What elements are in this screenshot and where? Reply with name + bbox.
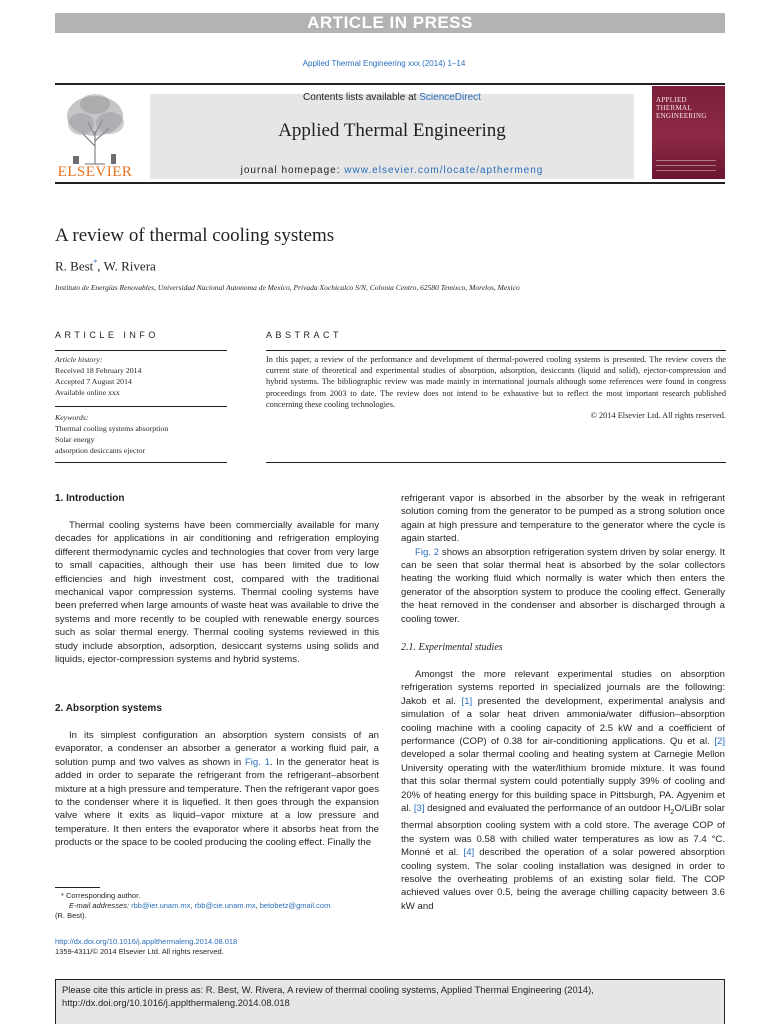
absorption-text-b: . In the generator heat is added in order to separate the refrigerant from the refrigerant–absorbent mixture at a high pressure and temperature. Then the refrigerant vapor goes to the condenser where it is liquefied. It then goes through the expansion valve where it exits as liquid–vapor mixture at a low pressure and temperature. It then enters the evaporator where it absorbs heat from the products or the space to be cooled producing the cooling effect. Finally the xyxy=(55,756,380,849)
corresponding-author-mark[interactable]: * xyxy=(93,258,98,267)
issn-copyright: 1359-4311/© 2014 Elsevier Ltd. All rights reserved. xyxy=(55,947,224,956)
subscript-2: 2 xyxy=(670,808,675,816)
experimental-paragraph xyxy=(401,668,725,913)
accepted-date: Accepted 7 August 2014 xyxy=(55,377,132,386)
experimental-text-1: Amongst the more relevant experimental studies on absorption refrigeration systems reported in specialized journals are the following: Jakob et al. xyxy=(401,669,725,707)
absorption-paragraph xyxy=(55,729,379,850)
email-link-3[interactable]: betobetz@gmail.com xyxy=(259,901,331,910)
cover-decoration xyxy=(656,160,716,161)
figure-2-paragraph: shows an absorption refrigeration system driven by solar energy. It can be seen that solar thermal heat is absorbed by the solar collectors heating the working fluid which normally is water which then enters the generator of the absorption system to produce the cooling effect. Generally the heat removed in the condenser and absorber is discharged through a cooling tower. xyxy=(401,546,725,625)
experimental-text-4: designed and evaluated the performance of an outdoor H xyxy=(424,803,671,815)
abstract-bottom-rule xyxy=(266,462,726,463)
online-date: Available online xxx xyxy=(55,388,120,397)
author-affiliation: Instituto de Energías Renovables, Universidad Nacional Autonoma de Mexico, Privada Xochicalco S/N, Colonia Centro, 62580 Temixco, Morelos, Mexico xyxy=(55,283,520,292)
cover-decoration xyxy=(656,165,716,166)
author-1[interactable]: R. Best xyxy=(55,258,94,274)
journal-title: Applied Thermal Engineering xyxy=(278,120,506,141)
reference-2-link[interactable]: [2] xyxy=(714,736,725,748)
keyword-2: Solar energy xyxy=(55,435,95,444)
citation-notice-text[interactable]: Please cite this article in press as: R. Best, W. Rivera, A review of thermal cooling systems, Applied Thermal Engineering (2014), http://dx.doi.org/10.1016/j.applthermaleng.2014.08.018 xyxy=(62,984,594,1008)
author-2[interactable]: W. Rivera xyxy=(103,258,156,274)
keywords-label: Keywords: xyxy=(55,413,89,422)
experimental-text-5: O/LiBr solar thermal absorption cooling system with a cold store. The average COP of the system was 0.58 with chilled water temperatures as low as 7.4 °C. Monné et al. xyxy=(401,803,725,859)
email-label: E-mail addresses: xyxy=(69,901,130,910)
journal-reference-text[interactable]: Applied Thermal Engineering xxx (2014) 1–14 xyxy=(302,59,466,68)
abstract-body xyxy=(266,354,726,421)
cover-decoration xyxy=(656,170,716,171)
section-heading-absorption: 2. Absorption systems xyxy=(55,703,162,714)
homepage-prefix: journal homepage: xyxy=(240,165,341,176)
reference-4-link[interactable]: [4] xyxy=(463,847,475,859)
journal-cover-thumbnail[interactable] xyxy=(652,86,725,179)
absorption-text-a: In its simplest configuration an absorption system consists of an evaporator, a condenser an absorber a generator a working fluid pair, a solution pump and two valves as shown in xyxy=(55,730,379,768)
received-date: Received 18 February 2014 xyxy=(55,366,142,375)
footnote-corresponding: Corresponding author. xyxy=(66,891,141,900)
sciencedirect-link[interactable]: ScienceDirect xyxy=(419,92,481,103)
cover-title-line-1: APPLIED xyxy=(656,96,687,104)
footnote-rule xyxy=(55,887,100,888)
contents-prefix: Contents lists available at xyxy=(303,92,417,103)
author-list xyxy=(55,258,156,274)
email-link-2[interactable]: rbb@cie.unam.mx xyxy=(194,901,256,910)
article-title: A review of thermal cooling systems xyxy=(55,225,335,246)
cover-title-line-3: ENGINEERING xyxy=(656,112,707,120)
keyword-3: adsorption desiccants ejector xyxy=(55,446,146,455)
doi-block xyxy=(55,937,385,957)
journal-reference[interactable] xyxy=(0,59,768,68)
article-history-label: Article history: xyxy=(55,355,103,364)
subsection-heading-experimental: 2.1. Experimental studies xyxy=(401,642,503,653)
journal-homepage-line xyxy=(150,165,634,176)
section-heading-introduction: 1. Introduction xyxy=(55,493,125,504)
reference-3-link[interactable]: [3] xyxy=(413,803,425,815)
keywords-block xyxy=(55,412,227,456)
contents-available-line xyxy=(150,92,634,103)
footnote-mark: * xyxy=(61,891,64,900)
abstract-copyright: © 2014 Elsevier Ltd. All rights reserved. xyxy=(590,411,726,421)
citation-notice-box xyxy=(55,979,725,1024)
email-link-1[interactable]: rbb@ier.unam.mx xyxy=(131,901,191,910)
introduction-text: Thermal cooling systems have been commercially available for many decades for applications in air conditioning and refrigeration employing different thermodynamic cycles and technologies that cover from very large to small capacities, although their use has been limited due to low efficiencies and high investment cost, compared with the traditional mechanical vapor compression systems. Thermal cooling systems have been preferred when large amounts of waste heat was available to drive the systems and more recently to be coupled with renewable energy sources such as solar thermal energy. Thermal cooling systems reviewed in this study include absorption, adsorption, desiccant systems using solids and liquids, ejector-compression systems and hybrid systems. xyxy=(55,520,379,666)
article-info-heading: ARTICLE INFO xyxy=(55,330,159,340)
experimental-text-2: presented the development, experimental analysis and simulation of a solar heat driven ammonia/water diffusion–absorption cooling machine with a cooling capacity of 2.5 kW and a coefficient of performance (COP) of 0.38 for air-conditioning applications. Qu et al. xyxy=(401,695,725,748)
keyword-1: Thermal cooling systems absorption xyxy=(55,424,169,433)
article-info-rule xyxy=(55,350,227,351)
journal-homepage-link[interactable]: www.elsevier.com/locate/apthermeng xyxy=(344,165,544,176)
elsevier-wordmark: ELSEVIER xyxy=(57,164,133,180)
corresponding-author-footnote: * Corresponding author. E-mail addresses: rbb@ier.unam.mx, rbb@cie.unam.mx, betobetz@gmail.com (R. Best). xyxy=(55,891,385,921)
author-separator: , xyxy=(97,258,104,274)
doi-link[interactable]: http://dx.doi.org/10.1016/j.applthermaleng.2014.08.018 xyxy=(55,937,238,946)
article-in-press-banner: ARTICLE IN PRESS xyxy=(55,13,725,33)
experimental-text-6: described the operation of a solar powered absorption cooling system. The solar cooling installation was designed in order to resolve the overheating problems of an existing solar field. The COP achieved values over 0.5, being the average chilling capacity between 3.6 kW and xyxy=(401,847,726,912)
right-column-body xyxy=(401,492,725,626)
masthead-top-rule xyxy=(55,83,725,85)
abstract-top-rule xyxy=(266,350,726,351)
reference-1-link[interactable]: [1] xyxy=(461,695,473,707)
cover-title-line-2: THERMAL xyxy=(656,104,692,112)
article-history xyxy=(55,354,227,398)
figure-2-link[interactable]: Fig. 2 xyxy=(415,546,440,558)
email-tail: (R. Best). xyxy=(55,911,87,920)
abstract-text: In this paper, a review of the performance and development of thermal-powered cooling systems is presented. The review covers the current state of theoretical and experimental studies of absorption, adsorption, desiccants (liquid and solid), ejector-compression and hybrid systems. The bibliographic review was made mainly in international journals although some references were found in congress proceedings from 2003 to date. The review does not intend to be exhaustive but to reflect the most important research published concerning these cooling technologies. xyxy=(266,355,726,409)
masthead-bottom-rule xyxy=(55,182,725,184)
continued-paragraph: refrigerant vapor is absorbed in the absorber by the weak in refrigerant solution coming from the generator to be pumped as a strong solution once again at high pressure and temperature to the generator where the cycle is again started. xyxy=(401,493,725,545)
keywords-rule xyxy=(55,406,227,407)
experimental-text-3: developed a solar thermal cooling and heating system at Carnegie Mellon University operating with the water/lithium bromide mixture. It was found that this solar thermal system could potentially supply 39% of cooling and 20% of heating energy for this building space in Pittsburgh, PA. Agyenim et al. xyxy=(401,749,725,815)
article-info-bottom-rule xyxy=(55,462,227,463)
abstract-heading: ABSTRACT xyxy=(266,330,343,340)
introduction-paragraph xyxy=(55,519,379,666)
figure-1-link[interactable]: Fig. 1 xyxy=(244,756,270,768)
